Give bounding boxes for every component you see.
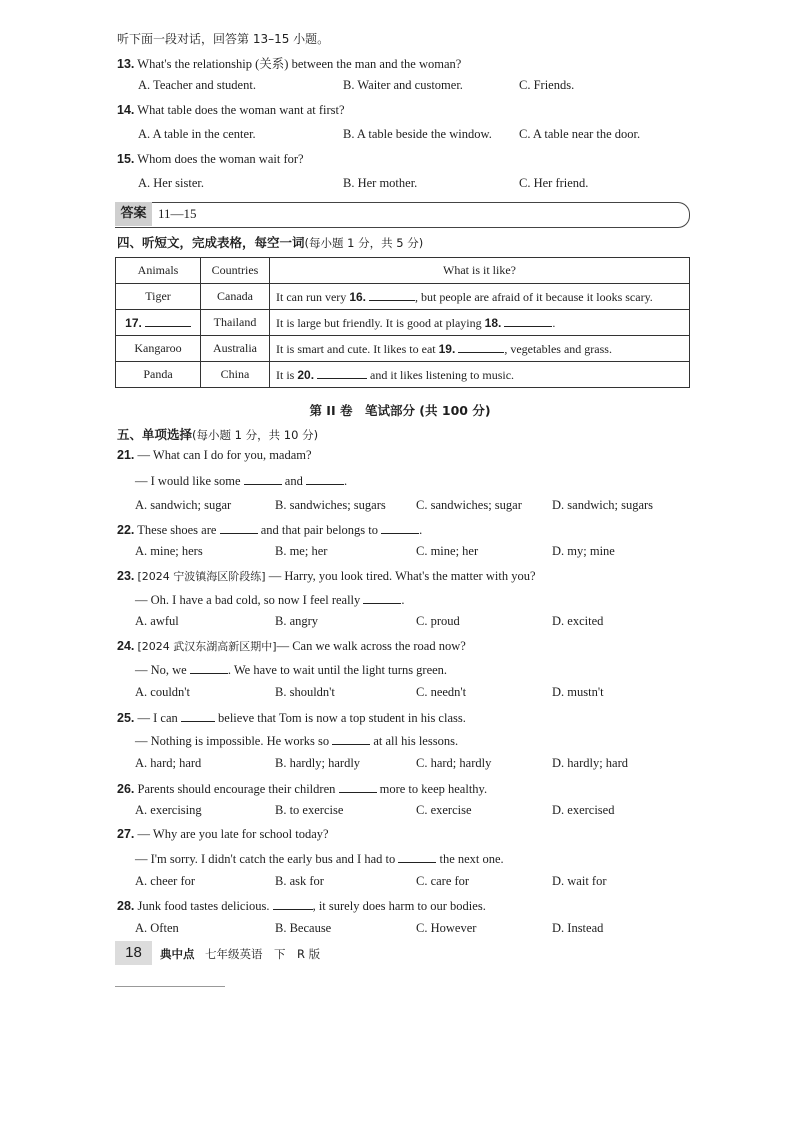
option-a[interactable]: A. hard; hard — [135, 756, 202, 770]
option-c[interactable]: C. Friends. — [519, 78, 575, 92]
option-d[interactable]: D. wait for — [552, 874, 607, 888]
question-line — [135, 472, 347, 489]
description-text: It is smart and cute. It likes to eat — [276, 342, 439, 356]
listening-intro: 听下面一段对话，回答第 13–15 小题。 — [117, 32, 330, 46]
question-26 — [117, 780, 487, 797]
question-22 — [117, 521, 422, 538]
question-number: 28. — [117, 899, 135, 913]
option-a[interactable]: A. Teacher and student. — [138, 78, 256, 92]
option-a[interactable]: A. A table in the center. — [138, 127, 256, 141]
question-text: These shoes are — [137, 523, 220, 537]
answer-blank[interactable] — [145, 314, 191, 327]
question-25 — [117, 709, 466, 726]
option-a[interactable]: A. sandwich; sugar — [135, 498, 232, 512]
country-cell: China — [201, 362, 270, 388]
option-d[interactable]: D. exercised — [552, 803, 615, 817]
question-number: 15. — [117, 152, 135, 166]
option-a[interactable]: A. couldn't — [135, 685, 191, 699]
option-b[interactable]: B. angry — [275, 614, 319, 628]
brand-logo: 典中点 — [160, 947, 195, 961]
question-text: Parents should encourage their children — [137, 782, 339, 796]
blank-number: 18. — [484, 316, 502, 330]
question-text: and that pair belongs to — [257, 523, 382, 537]
answer-blank[interactable] — [339, 780, 377, 793]
option-d[interactable]: D. excited — [552, 614, 604, 628]
section-5-heading — [117, 425, 318, 443]
option-d[interactable]: D. mustn't — [552, 685, 604, 699]
question-stem: Whom does the woman wait for? — [137, 152, 304, 166]
answer-range: 11—15 — [158, 206, 197, 221]
question-text: more to keep healthy. — [376, 782, 488, 796]
country-cell: Australia — [201, 336, 270, 362]
header-countries: Countries — [201, 258, 270, 284]
blank-number: 17. — [125, 316, 142, 330]
question-text: — Oh. I have a bad cold, so now I feel really — [135, 593, 364, 607]
question-number: 23. — [117, 569, 135, 583]
answer-blank[interactable] — [369, 288, 415, 301]
answer-blank[interactable] — [306, 472, 344, 485]
option-b[interactable]: B. hardly; hardly — [275, 756, 361, 770]
description-cell — [270, 284, 690, 310]
question-stem: — What can I do for you, madam? — [137, 448, 312, 462]
country-cell: Canada — [201, 284, 270, 310]
question-text: — I'm sorry. I didn't catch the early bus and I had to — [135, 852, 399, 866]
question-28 — [117, 897, 486, 914]
option-a[interactable]: A. Often — [135, 921, 179, 935]
option-d[interactable]: D. sandwich; sugars — [552, 498, 654, 512]
option-b[interactable]: B. Because — [275, 921, 332, 935]
description-text: . — [552, 316, 556, 330]
section-title: 五、单项选择 — [117, 427, 193, 442]
question-24 — [117, 638, 466, 654]
option-b[interactable]: B. shouldn't — [275, 685, 335, 699]
option-c[interactable]: C. hard; hardly — [416, 756, 492, 770]
question-27 — [117, 827, 329, 842]
question-source: [2024 宁波镇海区阶段练] — [137, 570, 266, 583]
option-b[interactable]: B. A table beside the window. — [343, 127, 492, 141]
option-c[interactable]: C. care for — [416, 874, 470, 888]
option-b[interactable]: B. Waiter and customer. — [343, 78, 463, 92]
answer-blank[interactable] — [398, 850, 436, 863]
option-c[interactable]: C. mine; her — [416, 544, 479, 558]
option-d[interactable]: D. Instead — [552, 921, 604, 935]
section-note: (每小题 1 分，共 10 分) — [192, 428, 319, 442]
option-d[interactable]: D. hardly; hard — [552, 756, 629, 770]
question-text: — Nothing is impossible. He works so — [135, 734, 333, 748]
question-text: and — [281, 474, 306, 488]
question-line — [135, 850, 504, 867]
option-a[interactable]: A. exercising — [135, 803, 202, 817]
question-number: 22. — [117, 523, 135, 537]
option-b[interactable]: B. me; her — [275, 544, 328, 558]
description-text: and it likes listening to music. — [367, 368, 515, 382]
section-title: 四、听短文，完成表格，每空一词 — [117, 235, 305, 250]
answer-blank[interactable] — [504, 314, 552, 327]
question-text: , it surely does harm to our bodies. — [312, 899, 486, 913]
part-2-title: 第 II 卷 笔试部分 (共 100 分) — [309, 403, 491, 418]
animal-cell — [116, 310, 201, 336]
question-text: the next one. — [436, 852, 504, 866]
table-row — [116, 336, 690, 362]
question-line — [135, 732, 458, 749]
table-row — [116, 362, 690, 388]
question-text: . We have to wait until the light turns green. — [227, 663, 448, 677]
question-text: . — [401, 593, 405, 607]
description-text: It is — [276, 368, 298, 382]
animal-cell: Kangaroo — [116, 336, 201, 362]
option-b[interactable]: B. to exercise — [275, 803, 344, 817]
description-cell — [270, 310, 690, 336]
blank-number: 16. — [349, 290, 366, 304]
question-stem: — Harry, you look tired. What's the matter with you? — [268, 569, 536, 583]
answer-blank[interactable] — [381, 521, 419, 534]
question-number: 25. — [117, 711, 135, 725]
question-number: 13. — [117, 57, 135, 71]
answer-tag: 答案 — [115, 202, 152, 226]
question-15 — [117, 152, 304, 167]
table-header-row — [116, 258, 690, 284]
question-text: — I can — [137, 711, 181, 725]
option-c[interactable]: C. needn't — [416, 685, 467, 699]
option-a[interactable]: A. mine; hers — [135, 544, 203, 558]
answer-blank[interactable] — [220, 521, 258, 534]
question-number: 21. — [117, 448, 135, 462]
answer-blank[interactable] — [458, 340, 504, 353]
section-note: (每小题 1 分，共 5 分) — [304, 236, 424, 250]
description-text: It can run very — [276, 290, 350, 304]
description-text: , but people are afraid of it because it looks scary. — [415, 290, 653, 304]
question-21 — [117, 448, 312, 463]
description-text: , vegetables and grass. — [504, 342, 612, 356]
answer-blank[interactable] — [317, 366, 367, 379]
answer-blank[interactable] — [332, 732, 370, 745]
blank-number: 20. — [297, 368, 315, 382]
question-text: — I would like some — [135, 474, 244, 488]
question-number: 14. — [117, 103, 135, 117]
option-c[interactable]: C. proud — [416, 614, 460, 628]
option-c[interactable]: C. A table near the door. — [519, 127, 641, 141]
option-b[interactable]: B. ask for — [275, 874, 324, 888]
question-number: 24. — [117, 639, 135, 653]
answer-bar — [115, 202, 690, 228]
question-text: — No, we — [135, 663, 190, 677]
option-b[interactable]: B. sandwiches; sugars — [275, 498, 386, 512]
option-c[interactable]: C. Her friend. — [519, 176, 589, 190]
header-description: What is it like? — [270, 258, 690, 284]
question-stem: — Can we walk across the road now? — [276, 639, 466, 653]
option-c[interactable]: C. exercise — [416, 803, 472, 817]
country-cell: Thailand — [201, 310, 270, 336]
question-text: believe that Tom is now a top student in his class. — [214, 711, 466, 725]
option-a[interactable]: A. Her sister. — [138, 176, 204, 190]
question-number: 26. — [117, 782, 135, 796]
listening-table — [115, 257, 690, 388]
question-text: . — [343, 474, 348, 488]
question-line — [135, 591, 405, 608]
question-14 — [117, 103, 345, 118]
question-text: at all his lessons. — [370, 734, 459, 748]
animal-cell: Panda — [116, 362, 201, 388]
question-text: Junk food tastes delicious. — [137, 899, 273, 913]
question-source: [2024 武汉东湖高新区期中] — [137, 640, 277, 653]
question-line — [135, 661, 447, 678]
option-a[interactable]: A. cheer for — [135, 874, 196, 888]
answer-blank[interactable] — [190, 661, 228, 674]
question-23 — [117, 568, 536, 584]
option-c[interactable]: C. sandwiches; sugar — [416, 498, 522, 512]
question-text: . — [419, 523, 423, 537]
option-c[interactable]: C. However — [416, 921, 477, 935]
question-number: 27. — [117, 827, 135, 841]
answer-blank[interactable] — [363, 591, 401, 604]
question-13 — [117, 54, 461, 72]
table-row — [116, 310, 690, 336]
question-stem: What table does the woman want at first? — [137, 103, 345, 117]
animal-cell: Tiger — [116, 284, 201, 310]
description-cell — [270, 336, 690, 362]
option-d[interactable]: D. my; mine — [552, 544, 615, 558]
question-stem: What's the relationship (关系) between the man and the woman? — [137, 57, 462, 71]
description-cell — [270, 362, 690, 388]
section-4-heading — [117, 233, 423, 251]
table-row — [116, 284, 690, 310]
answer-blank[interactable] — [244, 472, 282, 485]
answer-blank[interactable] — [273, 897, 313, 910]
option-a[interactable]: A. awful — [135, 614, 179, 628]
footer-rule — [115, 986, 225, 987]
header-animals: Animals — [116, 258, 201, 284]
question-stem: — Why are you late for school today? — [137, 827, 329, 841]
blank-number: 19. — [438, 342, 456, 356]
description-text: It is large but friendly. It is good at playing — [276, 316, 485, 330]
book-title: 七年级英语 下 R 版 — [205, 947, 321, 961]
option-b[interactable]: B. Her mother. — [343, 176, 418, 190]
page-number: 18 — [115, 941, 152, 965]
answer-blank[interactable] — [181, 709, 215, 722]
